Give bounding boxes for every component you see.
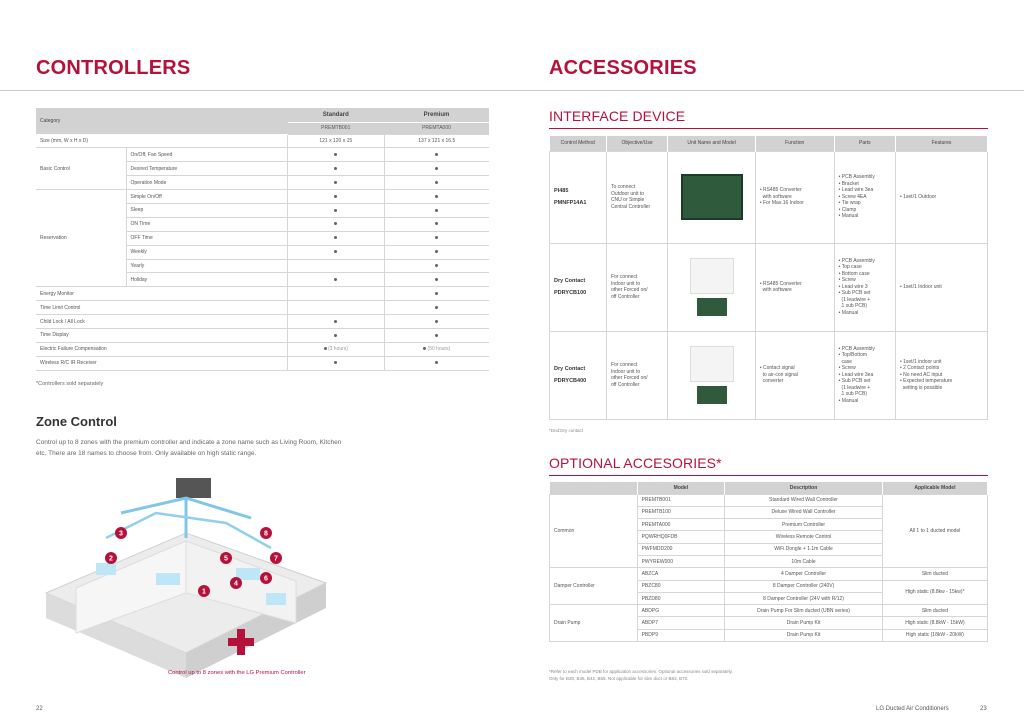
unit-image-cell: [668, 331, 756, 419]
feature-cell: Weekly: [126, 245, 288, 259]
description-cell: Wireless Remote Control: [725, 531, 883, 543]
cell-line: CNU or Simple: [610, 197, 645, 203]
premium-cell: [384, 273, 489, 287]
zone-marker: [220, 552, 232, 564]
cell-line: • Screw: [838, 277, 856, 284]
cell-line: • Manual: [838, 213, 859, 220]
premium-cell: [384, 231, 489, 245]
table-row: [36, 148, 489, 162]
controllers-title: CONTROLLERS: [36, 57, 191, 79]
premium-cell: [384, 245, 489, 259]
check-dot-icon: [334, 320, 337, 323]
zone-number: 2: [109, 555, 113, 563]
model-cell: PREMTB100: [637, 506, 725, 518]
feature-cell: Holiday: [126, 273, 288, 287]
applicable-cell: Slim ducted: [882, 568, 987, 580]
check-dot-icon: [435, 278, 438, 281]
cell-line: 1 sub PCB): [838, 303, 868, 310]
group-cell: Damper Controller: [550, 568, 638, 605]
optional-col-header: Applicable Model: [882, 482, 987, 494]
zone-marker: [115, 527, 127, 539]
check-dot-icon: [435, 181, 438, 184]
optional-note: [549, 668, 849, 682]
applicable-cell: High static (8.8kw - 15kw)*: [882, 580, 987, 605]
controllers-table: [36, 108, 489, 371]
interface-device-title: INTERFACE DEVICE: [549, 108, 686, 124]
group-cell: Drain Pump: [550, 605, 638, 642]
zone-number: 4: [234, 580, 238, 588]
zone-marker: [105, 552, 117, 564]
description-cell: 10m Cable: [725, 555, 883, 567]
objective-cell: [606, 243, 667, 331]
zone-marker: [270, 552, 282, 564]
description-cell: Drain Pump Kit: [725, 617, 883, 629]
check-dot-icon: [334, 195, 337, 198]
cell-line: converter: [759, 378, 784, 385]
check-dot-icon: [435, 361, 438, 364]
function-cell: [755, 243, 834, 331]
cell-line: • Sub PCB set: [838, 290, 871, 297]
parts-cell: [834, 151, 895, 243]
check-dot-icon: [435, 195, 438, 198]
description-cell: Premium Controller: [725, 519, 883, 531]
model-cell: ABZCA: [637, 568, 725, 580]
check-dot-icon: [435, 264, 438, 267]
interface-rule: [549, 128, 988, 129]
optional-col-header: Model: [637, 482, 725, 494]
applicable-cell: High static (18kW - 20kW): [882, 629, 987, 641]
feature-cell: Desired Temperature: [126, 162, 288, 176]
optional-header-row: [550, 482, 988, 494]
check-note: (3 hours): [326, 346, 348, 353]
cell-line: PI485: [554, 188, 569, 194]
check-dot-icon: [435, 167, 438, 170]
table-row: [550, 605, 988, 617]
controller-box-icon: [690, 346, 734, 382]
cell-line: • Screw 4EA: [838, 193, 867, 200]
zone-marker: [260, 572, 272, 584]
header-rule: [0, 90, 1024, 91]
zone-control-title: Zone Control: [36, 414, 117, 429]
control-method-cell: [550, 151, 607, 243]
page-number-right: 23: [980, 706, 987, 712]
cell-line: • Expected temperature: [899, 378, 953, 385]
feature-cell: Operation Mode: [126, 176, 288, 190]
cell-line: • Lead wire 3ea: [838, 371, 874, 378]
controller-box-icon: [690, 258, 734, 294]
standard-cell: [288, 259, 384, 273]
check-dot-icon: [435, 334, 438, 337]
feature-cell: On/Off, Fan Speed: [126, 148, 288, 162]
cell-line: PDRYCB400: [554, 378, 587, 384]
optional-col-header: Description: [725, 482, 883, 494]
unit-image-cell: [668, 151, 756, 243]
premium-cell: [384, 162, 489, 176]
category-header: Category: [36, 108, 288, 134]
group-cell: Common: [550, 494, 638, 568]
description-cell: Deluxe Wired Wall Controller: [725, 506, 883, 518]
check-dot-icon: [334, 209, 337, 212]
zone-number: 6: [264, 575, 268, 583]
feature-cell: Energy Monitor: [36, 287, 288, 301]
control-method-cell: [550, 331, 607, 419]
model-cell: PQWRHQ0FDB: [637, 531, 725, 543]
cell-line: • No need AC input: [899, 371, 943, 378]
standard-cell: [288, 315, 384, 329]
zone-number: 7: [274, 555, 278, 563]
cell-line: • Contact signal: [759, 365, 795, 372]
feature-cell: Time Display: [36, 328, 288, 342]
premium-cell: [384, 259, 489, 273]
cell-line: • 1set/1 Indoor unit: [899, 283, 942, 290]
cell-line: PMNFP14A1: [554, 200, 587, 206]
cell-line: Outdoor unit to: [610, 190, 645, 197]
standard-header: Standard: [288, 108, 384, 122]
check-dot-icon: [334, 153, 337, 156]
table-row: [550, 568, 988, 580]
feature-cell: Simple On/Off: [126, 190, 288, 204]
premium-header: Premium: [384, 108, 489, 122]
premium-cell: [384, 287, 489, 301]
cell-line: • PCB Assembly: [838, 174, 875, 181]
pcb-board-icon: [681, 174, 743, 220]
premium-cell: [384, 217, 489, 231]
cell-line: • Bottom case: [838, 270, 870, 277]
cell-line: • Lead wire 3ea: [838, 187, 874, 194]
applicable-cell: All 1 to 1 ducted model: [882, 494, 987, 568]
accessories-title: ACCESSORIES: [549, 57, 697, 79]
cell-line: other Forced on/: [610, 287, 648, 293]
features-cell: [895, 243, 987, 331]
function-cell: [755, 331, 834, 419]
standard-cell: [288, 287, 384, 301]
cell-line: Central Controller: [610, 203, 651, 210]
footer-brand: LG Ducted Air Conditioners: [876, 706, 949, 712]
check-dot-icon: [334, 250, 337, 253]
check-dot-icon: [435, 209, 438, 212]
features-cell: [895, 331, 987, 419]
cell-line: Dry Contact: [554, 278, 586, 284]
controllers-footnote: *Controllers sold separately: [36, 381, 104, 387]
check-dot-icon: [334, 236, 337, 239]
table-row: [36, 315, 489, 329]
check-dot-icon: [435, 153, 438, 156]
cell-line: off Controller: [610, 381, 640, 388]
table-row: [36, 190, 489, 204]
feature-cell: OFF Time: [126, 231, 288, 245]
standard-cell: [288, 356, 384, 370]
cell-line: • 1set/1 Outdoor: [899, 193, 937, 200]
check-note: (50 hours): [426, 346, 451, 353]
model-cell: PBZC80: [637, 580, 725, 592]
cell-line: • Top/Bottom: [838, 352, 868, 359]
feature-cell: Child Lock / All Lock: [36, 315, 288, 329]
cell-line: Indoor unit to: [610, 368, 641, 375]
zone-number: 5: [224, 555, 228, 563]
category-cell: Basic Control: [36, 148, 126, 190]
cell-line: To connect: [610, 184, 636, 190]
zone-number: 3: [119, 530, 123, 538]
cell-line: to air-con signal: [759, 371, 798, 378]
check-dot-icon: [435, 236, 438, 239]
model-cell: PWFMDD200: [637, 543, 725, 555]
cell-line: • For Max.16 Indoor: [759, 200, 804, 207]
size-label: Size (mm, W x H x D): [36, 134, 288, 148]
table-row: [36, 301, 489, 315]
interface-col-header: Parts: [834, 136, 895, 151]
cell-line: • Clamp: [838, 206, 857, 213]
interface-header-row: [550, 136, 988, 151]
premium-cell: [384, 190, 489, 204]
interface-col-header: Features: [895, 136, 987, 151]
cell-line: • Screw: [838, 365, 856, 372]
sub-pcb-icon: [697, 386, 727, 404]
cell-line: • PCB Assembly: [838, 345, 875, 352]
interface-col-header: Control Method: [550, 136, 607, 151]
check-dot-icon: [334, 167, 337, 170]
standard-cell: [288, 328, 384, 342]
cell-line: Dry Contact: [554, 366, 586, 372]
standard-model: PREMTB001: [288, 122, 384, 134]
model-cell: PREMTA000: [637, 519, 725, 531]
size-premium: 137 x 121 x 16.5: [384, 134, 489, 148]
category-cell: Reservation: [36, 190, 126, 287]
cell-line: • Top case: [838, 264, 862, 271]
optional-accessories-title: OPTIONAL ACCESORIES*: [549, 455, 722, 471]
zone-marker: [230, 577, 242, 589]
premium-cell: [384, 315, 489, 329]
check-dot-icon: [435, 222, 438, 225]
parts-cell: [834, 331, 895, 419]
description-cell: WiFi Dongle + 1.1m Cable: [725, 543, 883, 555]
check-dot-icon: [334, 278, 337, 281]
unit-image-cell: [668, 243, 756, 331]
standard-cell: [288, 273, 384, 287]
cell-line: • Manual: [838, 397, 859, 404]
premium-cell: [384, 328, 489, 342]
premium-cell: [384, 148, 489, 162]
table-row: [36, 287, 489, 301]
standard-cell: [288, 245, 384, 259]
cell-line: • RS485 Converter: [759, 280, 802, 287]
check-dot-icon: [334, 222, 337, 225]
cell-line: PDRYCB100: [554, 290, 587, 296]
cell-line: • 1set/1 indoor unit: [899, 358, 942, 365]
description-cell: Drain Pump For Slim ducted (UBN series): [725, 605, 883, 617]
house-caption: Control up to 8 zones with the LG Premium Controller: [168, 670, 306, 676]
optional-col-header: [550, 482, 638, 494]
optional-rule: [549, 475, 988, 476]
feature-cell: ON Time: [126, 217, 288, 231]
zone-marker: [260, 527, 272, 539]
cell-line: • Tie wrap: [838, 200, 861, 207]
cell-line: • Manual: [838, 309, 859, 316]
cell-line: • RS485 Converter: [759, 187, 802, 194]
model-cell: ABDP7: [637, 617, 725, 629]
parts-cell: [834, 243, 895, 331]
cell-line: off Controller: [610, 293, 640, 300]
description-cell: 8 Damper Controller (24V with R/12): [725, 592, 883, 604]
check-dot-icon: [435, 292, 438, 295]
indoor-unit-icon: [176, 478, 211, 498]
table-row: [36, 356, 489, 370]
check-dot-icon: [334, 181, 337, 184]
optional-note-2: Only for B30, B36, B42, B55. Not applicable for slim duct or B82, B70.: [549, 676, 689, 681]
cell-line: For connect: [610, 274, 638, 280]
feature-cell: Electric Failure Compensation: [36, 342, 288, 356]
cell-line: setting is possible: [899, 384, 943, 391]
feature-cell: Yearly: [126, 259, 288, 273]
cell-line: case: [838, 358, 853, 365]
function-cell: [755, 151, 834, 243]
cell-line: • Lead wire 3: [838, 283, 868, 290]
premium-cell: [384, 203, 489, 217]
standard-cell: [288, 176, 384, 190]
feature-cell: Time Limit Control: [36, 301, 288, 315]
house-zone-illustration: [36, 473, 336, 683]
table-header-row: [36, 108, 489, 122]
table-row: [36, 328, 489, 342]
model-cell: PBZD80: [637, 592, 725, 604]
zone-marker: [198, 585, 210, 597]
cell-line: other Forced on/: [610, 375, 648, 381]
standard-cell: [288, 203, 384, 217]
interface-note: *Dnd:Dry contact: [549, 428, 584, 433]
standard-cell: [288, 148, 384, 162]
size-standard: 121 x 120 x 15: [288, 134, 384, 148]
check-dot-icon: [435, 306, 438, 309]
sub-pcb-icon: [697, 298, 727, 316]
table-row: [36, 342, 489, 356]
check-dot-icon: [435, 250, 438, 253]
standard-cell: [288, 301, 384, 315]
cell-line: (1 leadwire +: [838, 296, 871, 303]
description-cell: 4 Damper Controller: [725, 568, 883, 580]
model-cell: PREMTB001: [637, 494, 725, 506]
check-dot-icon: [435, 320, 438, 323]
table-row: [550, 494, 988, 506]
control-method-cell: [550, 243, 607, 331]
zone-number: 1: [202, 588, 206, 596]
description-cell: Drain Pump Kit: [725, 629, 883, 641]
objective-cell: [606, 331, 667, 419]
cell-line: (1 leadwire +: [838, 384, 871, 391]
interface-row: [550, 243, 988, 331]
description-cell: Standard Wired Wall Controller: [725, 494, 883, 506]
feature-cell: Wireless R/C IR Receiver: [36, 356, 288, 370]
premium-cell: [384, 176, 489, 190]
check-dot-icon: [334, 334, 337, 337]
zone-control-text: Control up to 8 zones with the premium controller and indicate a zone name such as Living Room, Kitchen etc. There are 18 names to choose from. Only available on high static range.: [36, 439, 342, 457]
cell-line: • 2 Contact points: [899, 365, 940, 372]
model-cell: ABDPG: [637, 605, 725, 617]
interface-col-header: Objective/Use: [606, 136, 667, 151]
model-cell: PWYREW000: [637, 555, 725, 567]
check-dot-icon: [334, 361, 337, 364]
interface-table: [549, 136, 988, 420]
standard-cell: [288, 162, 384, 176]
applicable-cell: High static (8.8kW - 15kW): [882, 617, 987, 629]
feature-cell: Sleep: [126, 203, 288, 217]
cell-line: For connect: [610, 362, 638, 368]
description-cell: 8 Damper Controller (240V): [725, 580, 883, 592]
interface-col-header: Unit Name and Model: [668, 136, 756, 151]
cell-line: • PCB Assembly: [838, 257, 875, 264]
objective-cell: [606, 151, 667, 243]
premium-cell: [384, 356, 489, 370]
premium-model: PREMTA000: [384, 122, 489, 134]
model-cell: PBDP9: [637, 629, 725, 641]
cell-line: • Bracket: [838, 180, 859, 187]
applicable-cell: Slim ducted: [882, 605, 987, 617]
table-row: [36, 134, 489, 148]
zone-number: 8: [264, 530, 268, 538]
page-number-left: 22: [36, 706, 43, 712]
interface-row: [550, 151, 988, 243]
cell-line: with software: [759, 193, 792, 200]
premium-cell: [384, 301, 489, 315]
premium-cell: [384, 342, 489, 356]
cell-line: with software: [759, 287, 792, 293]
standard-cell: [288, 217, 384, 231]
cell-line: • Sub PCB set: [838, 378, 871, 385]
cell-line: 1 sub PCB): [838, 391, 868, 398]
standard-cell: [288, 342, 384, 356]
standard-cell: [288, 190, 384, 204]
cell-line: Indoor unit to: [610, 280, 641, 287]
optional-note-1: *Refer to each model PDB for application accessories. Optional accessories sold separately.: [549, 669, 733, 674]
optional-accessories-table: [549, 482, 988, 642]
interface-row: [550, 331, 988, 419]
interface-col-header: Function: [755, 136, 834, 151]
standard-cell: [288, 231, 384, 245]
features-cell: [895, 151, 987, 243]
